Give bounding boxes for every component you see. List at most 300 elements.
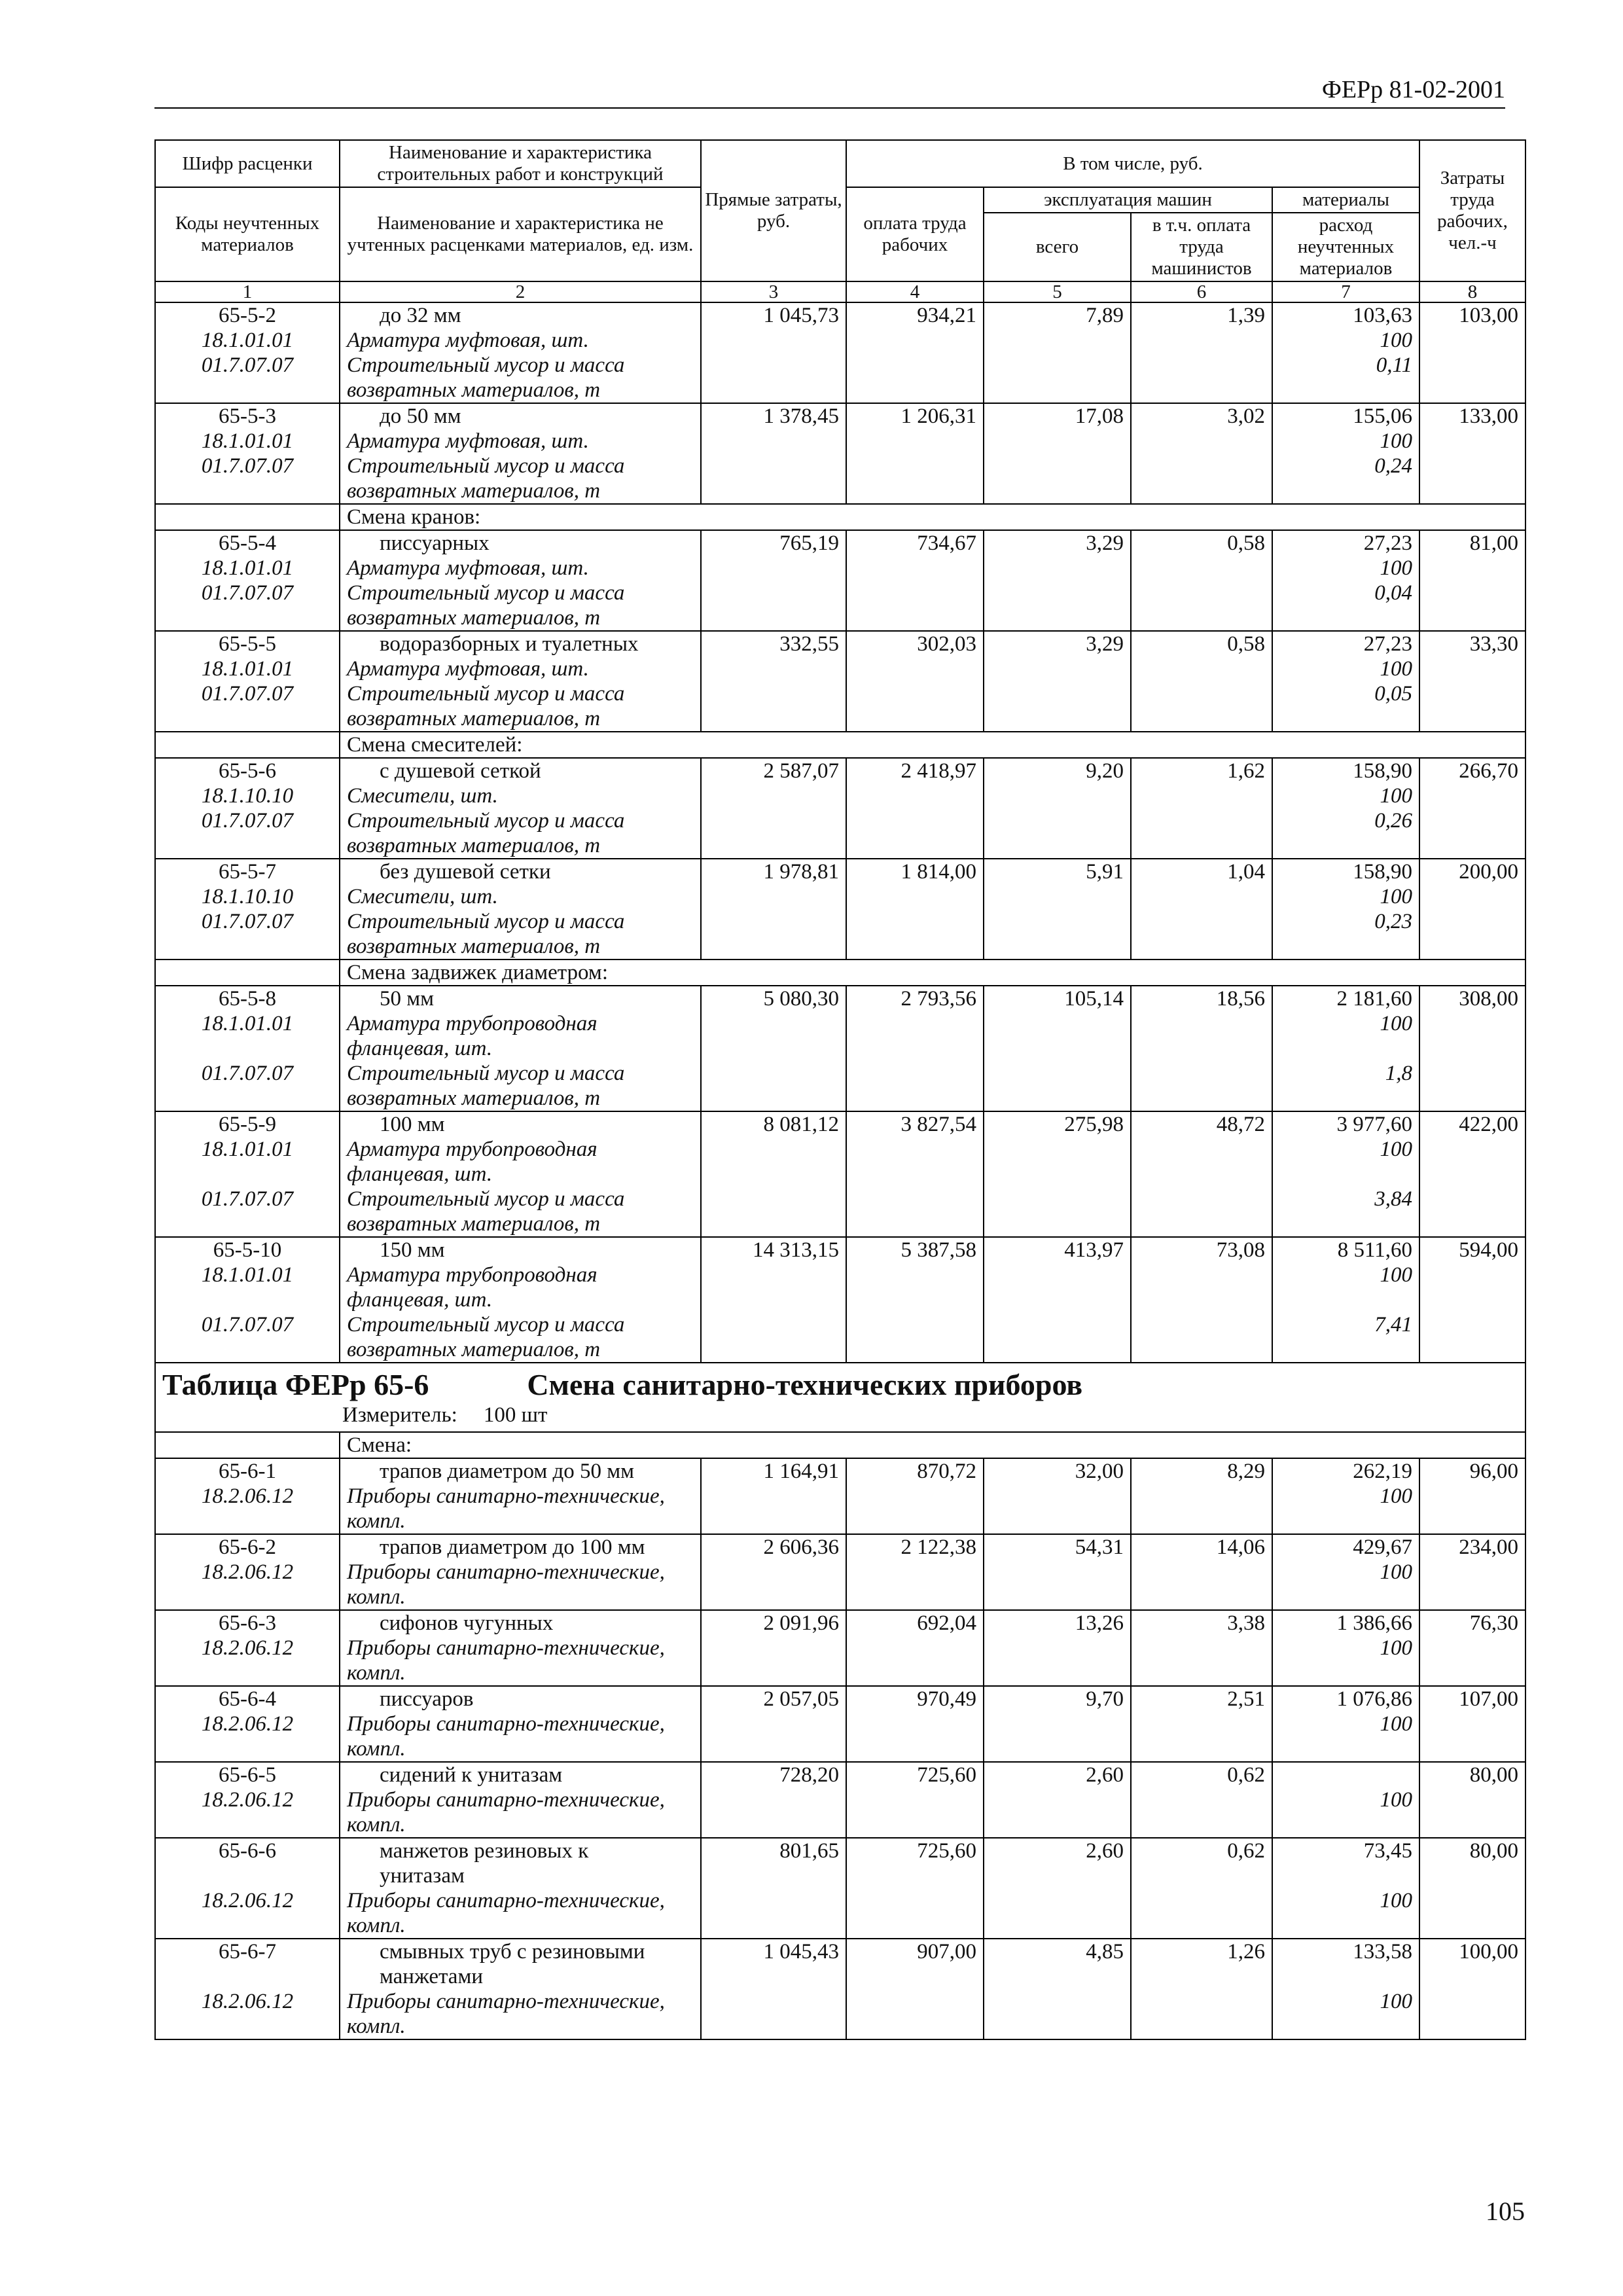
material-name-cont: возвратных материалов, т (340, 1337, 701, 1363)
material-name: Арматура муфтовая, шт. (340, 429, 701, 454)
empty (1131, 1660, 1272, 1686)
labor-hours: 200,00 (1419, 859, 1525, 884)
empty (701, 808, 846, 833)
materials-cost: 27,23 (1272, 530, 1419, 556)
materials-cost: 133,58 (1272, 1939, 1419, 1964)
empty (984, 1187, 1131, 1211)
rate-code: 65-5-6 (155, 758, 340, 783)
empty (984, 706, 1131, 732)
empty (1419, 833, 1525, 859)
empty (846, 1888, 984, 1913)
direct-cost: 728,20 (701, 1762, 846, 1787)
empty (1419, 1712, 1525, 1736)
empty (701, 1211, 846, 1237)
labor-hours: 81,00 (1419, 530, 1525, 556)
empty (1272, 1509, 1419, 1534)
labor-hours: 103,00 (1419, 302, 1525, 328)
empty (155, 2014, 340, 2039)
rate-code: 65-6-6 (155, 1838, 340, 1863)
material-row-cont (155, 1211, 1525, 1237)
material-row-cont (155, 1287, 1525, 1312)
machines-total: 9,20 (984, 758, 1131, 783)
material-qty: 100 (1272, 1787, 1419, 1812)
material-code: 18.1.01.01 (155, 1137, 340, 1162)
material-code: 18.2.06.12 (155, 1888, 340, 1913)
empty (984, 681, 1131, 706)
empty (846, 1989, 984, 2014)
empty (1131, 1211, 1272, 1237)
material-qty: 100 (1272, 1137, 1419, 1162)
material-name-cont: возвратных материалов, т (340, 1211, 701, 1237)
empty (984, 1162, 1131, 1187)
page-number: 105 (1486, 2197, 1525, 2226)
work-name: трапов диаметром до 50 мм (340, 1458, 701, 1484)
material-code: 01.7.07.07 (155, 353, 340, 378)
machines-labor: 73,08 (1131, 1237, 1272, 1263)
empty (1131, 808, 1272, 833)
col-code-top: Шифр расценки (155, 140, 340, 187)
empty (1131, 1863, 1272, 1888)
material-row-cont (155, 605, 1525, 631)
work-name-cont: манжетами (340, 1964, 701, 1989)
empty (155, 478, 340, 504)
machines-labor: 48,72 (1131, 1111, 1272, 1137)
empty (846, 1812, 984, 1838)
empty (984, 1137, 1131, 1162)
material-row (155, 1787, 1525, 1812)
empty (701, 1011, 846, 1036)
direct-cost: 2 587,07 (701, 758, 846, 783)
material-row-cont (155, 934, 1525, 960)
machines-total: 4,85 (984, 1939, 1131, 1964)
empty (846, 1187, 984, 1211)
empty (1272, 1660, 1419, 1686)
empty (701, 1312, 846, 1337)
material-row-cont (155, 833, 1525, 859)
material-code: 18.1.01.01 (155, 1263, 340, 1287)
material-row (155, 1989, 1525, 2014)
empty (1419, 706, 1525, 732)
empty (1419, 1787, 1525, 1812)
material-name: Приборы санитарно-технические, (340, 1484, 701, 1509)
empty (846, 1337, 984, 1363)
work-name: без душевой сетки (340, 859, 701, 884)
empty (701, 1162, 846, 1187)
empty (1131, 681, 1272, 706)
col-machines-total: всего (984, 213, 1131, 281)
material-row (155, 1263, 1525, 1287)
empty (1272, 2014, 1419, 2039)
col-labor-cost: Затраты труда рабочих, чел.-ч (1419, 140, 1525, 281)
material-row-cont (155, 1812, 1525, 1838)
material-qty: 100 (1272, 1263, 1419, 1287)
material-row (155, 454, 1525, 478)
rate-code: 65-5-5 (155, 631, 340, 656)
material-name: Строительный мусор и масса (340, 1312, 701, 1337)
direct-cost: 332,55 (701, 631, 846, 656)
labor-pay: 1 206,31 (846, 403, 984, 429)
empty (846, 556, 984, 581)
material-row (155, 1560, 1525, 1585)
empty (1131, 429, 1272, 454)
empty (1419, 556, 1525, 581)
table-row (155, 986, 1525, 1011)
empty (155, 1509, 340, 1534)
empty (846, 1964, 984, 1989)
col-machines-labor: в т.ч. оплата труда машинистов (1131, 213, 1272, 281)
material-row (155, 783, 1525, 808)
column-number: 7 (1272, 281, 1419, 302)
section-label: Смена смесителей: (340, 732, 1525, 758)
material-name-cont: возвратных материалов, т (340, 605, 701, 631)
rate-code: 65-6-7 (155, 1939, 340, 1964)
empty (1131, 1263, 1272, 1287)
material-name-cont: возвратных материалов, т (340, 833, 701, 859)
empty (1131, 1736, 1272, 1762)
labor-pay: 5 387,58 (846, 1237, 984, 1263)
empty (984, 1211, 1131, 1237)
empty (846, 934, 984, 960)
material-row-cont (155, 478, 1525, 504)
empty (155, 706, 340, 732)
material-name-cont: возвратных материалов, т (340, 706, 701, 732)
materials-cost: 8 511,60 (1272, 1237, 1419, 1263)
material-name: Смесители, шт. (340, 783, 701, 808)
empty (701, 1086, 846, 1111)
empty (846, 884, 984, 909)
labor-hours: 80,00 (1419, 1838, 1525, 1863)
material-qty: 0,24 (1272, 454, 1419, 478)
empty (1419, 1036, 1525, 1061)
material-row-cont (155, 1913, 1525, 1939)
table-row (155, 1610, 1525, 1636)
material-qty: 100 (1272, 1989, 1419, 2014)
empty (701, 783, 846, 808)
table-row (155, 1237, 1525, 1263)
empty (701, 934, 846, 960)
empty (1272, 1162, 1419, 1187)
empty (1419, 1263, 1525, 1287)
empty (701, 1989, 846, 2014)
materials-cost: 73,45 (1272, 1838, 1419, 1863)
material-name: Арматура трубопроводная (340, 1263, 701, 1287)
empty (1131, 934, 1272, 960)
empty (984, 378, 1131, 403)
material-row-cont (155, 1660, 1525, 1686)
empty (155, 1287, 340, 1312)
column-number: 1 (155, 281, 340, 302)
empty (701, 478, 846, 504)
material-code: 18.1.01.01 (155, 1011, 340, 1036)
material-name: Приборы санитарно-технические, (340, 1636, 701, 1660)
table-name: Смена санитарно-технических приборов (527, 1368, 1083, 1401)
empty (155, 1863, 340, 1888)
labor-hours: 422,00 (1419, 1111, 1525, 1137)
empty (1419, 454, 1525, 478)
empty (1419, 1187, 1525, 1211)
material-row-cont (155, 1036, 1525, 1061)
empty (846, 353, 984, 378)
empty (701, 656, 846, 681)
empty (984, 1061, 1131, 1086)
material-name-cont: фланцевая, шт. (340, 1036, 701, 1061)
machines-labor: 3,02 (1131, 403, 1272, 429)
material-qty: 100 (1272, 328, 1419, 353)
empty (984, 1011, 1131, 1036)
empty (1419, 1162, 1525, 1187)
materials-cost: 27,23 (1272, 631, 1419, 656)
material-name-cont: компл. (340, 1585, 701, 1610)
material-qty: 100 (1272, 1011, 1419, 1036)
section-row (155, 504, 1525, 530)
empty (1419, 378, 1525, 403)
work-name: сидений к унитазам (340, 1762, 701, 1787)
empty (984, 1312, 1131, 1337)
empty (1131, 656, 1272, 681)
materials-cost: 158,90 (1272, 859, 1419, 884)
material-name: Приборы санитарно-технические, (340, 1888, 701, 1913)
empty (1131, 605, 1272, 631)
material-row (155, 909, 1525, 934)
empty (846, 1086, 984, 1111)
empty (846, 1787, 984, 1812)
empty (1272, 1913, 1419, 1939)
empty (846, 1484, 984, 1509)
material-name: Арматура муфтовая, шт. (340, 328, 701, 353)
column-number: 4 (846, 281, 984, 302)
material-name: Арматура трубопроводная (340, 1137, 701, 1162)
empty (701, 706, 846, 732)
empty (701, 833, 846, 859)
rate-code: 65-5-7 (155, 859, 340, 884)
column-number: 6 (1131, 281, 1272, 302)
empty (846, 454, 984, 478)
material-row (155, 328, 1525, 353)
empty (984, 1287, 1131, 1312)
column-number: 8 (1419, 281, 1525, 302)
material-qty: 100 (1272, 656, 1419, 681)
materials-cost: 155,06 (1272, 403, 1419, 429)
empty (984, 1712, 1131, 1736)
material-code: 18.2.06.12 (155, 1712, 340, 1736)
material-qty: 100 (1272, 783, 1419, 808)
empty (846, 581, 984, 605)
empty (1131, 2014, 1272, 2039)
empty (984, 1509, 1131, 1534)
material-row-cont (155, 1585, 1525, 1610)
material-code: 01.7.07.07 (155, 681, 340, 706)
materials-cost: 429,67 (1272, 1534, 1419, 1560)
machines-total: 54,31 (984, 1534, 1131, 1560)
empty (1419, 605, 1525, 631)
labor-hours: 266,70 (1419, 758, 1525, 783)
machines-labor: 18,56 (1131, 986, 1272, 1011)
measure-label: Измеритель: (342, 1403, 457, 1427)
empty (701, 353, 846, 378)
empty (1272, 1337, 1419, 1363)
empty (1419, 1989, 1525, 2014)
empty (1131, 1888, 1272, 1913)
material-code: 01.7.07.07 (155, 1061, 340, 1086)
empty (1272, 1211, 1419, 1237)
empty (984, 454, 1131, 478)
labor-pay: 725,60 (846, 1838, 984, 1863)
labor-pay: 970,49 (846, 1686, 984, 1712)
empty (701, 1337, 846, 1363)
empty (701, 1636, 846, 1660)
empty (846, 378, 984, 403)
table-row-cont (155, 1964, 1525, 1989)
empty (1131, 328, 1272, 353)
empty (984, 1812, 1131, 1838)
table-row (155, 1534, 1525, 1560)
direct-cost: 5 080,30 (701, 986, 846, 1011)
col-name-top: Наименование и характеристика строительных работ и конструкций (340, 140, 701, 187)
col-labor-pay: оплата труда рабочих (846, 187, 984, 281)
machines-labor: 0,62 (1131, 1762, 1272, 1787)
material-row (155, 1484, 1525, 1509)
col-direct: Прямые затраты, руб. (701, 140, 846, 281)
empty (1419, 1812, 1525, 1838)
empty (984, 934, 1131, 960)
materials-cost (1272, 1762, 1419, 1787)
work-name: писсуарных (340, 530, 701, 556)
material-name-cont: возвратных материалов, т (340, 478, 701, 504)
empty (846, 656, 984, 681)
direct-cost: 2 057,05 (701, 1686, 846, 1712)
rate-code: 65-6-1 (155, 1458, 340, 1484)
empty (846, 1560, 984, 1585)
work-name: водоразборных и туалетных (340, 631, 701, 656)
material-row-cont (155, 1162, 1525, 1187)
empty (701, 1913, 846, 1939)
empty (1131, 1011, 1272, 1036)
material-code: 18.2.06.12 (155, 1484, 340, 1509)
empty (155, 1660, 340, 1686)
empty (1272, 1736, 1419, 1762)
empty (1131, 378, 1272, 403)
document-code: ФЕРр 81-02-2001 (1321, 76, 1505, 103)
empty (984, 783, 1131, 808)
empty (1131, 833, 1272, 859)
empty (1419, 934, 1525, 960)
labor-hours: 594,00 (1419, 1237, 1525, 1263)
empty (1272, 1585, 1419, 1610)
labor-pay: 2 793,56 (846, 986, 984, 1011)
empty (701, 1812, 846, 1838)
empty (1131, 909, 1272, 934)
rate-code: 65-5-10 (155, 1237, 340, 1263)
material-qty: 100 (1272, 1712, 1419, 1736)
empty (155, 1913, 340, 1939)
labor-hours: 133,00 (1419, 403, 1525, 429)
empty (1131, 783, 1272, 808)
material-qty: 100 (1272, 1888, 1419, 1913)
material-row (155, 581, 1525, 605)
empty (1131, 1162, 1272, 1187)
empty (1131, 1137, 1272, 1162)
labor-pay: 302,03 (846, 631, 984, 656)
material-qty: 100 (1272, 556, 1419, 581)
empty (846, 1736, 984, 1762)
empty (1272, 1863, 1419, 1888)
empty (1131, 1036, 1272, 1061)
empty (155, 1337, 340, 1363)
empty (155, 1036, 340, 1061)
materials-cost: 3 977,60 (1272, 1111, 1419, 1137)
labor-pay: 3 827,54 (846, 1111, 984, 1137)
machines-total: 5,91 (984, 859, 1131, 884)
empty (846, 909, 984, 934)
empty (1419, 1964, 1525, 1989)
empty (1419, 1660, 1525, 1686)
material-qty: 7,41 (1272, 1312, 1419, 1337)
empty (1272, 706, 1419, 732)
section-spacer (155, 732, 340, 758)
material-name: Приборы санитарно-технические, (340, 1787, 701, 1812)
empty (846, 706, 984, 732)
material-name: Арматура трубопроводная (340, 1011, 701, 1036)
empty (846, 1211, 984, 1237)
material-row (155, 556, 1525, 581)
labor-pay: 907,00 (846, 1939, 984, 1964)
empty (155, 1964, 340, 1989)
empty (155, 1585, 340, 1610)
empty (155, 1736, 340, 1762)
material-row-cont (155, 706, 1525, 732)
empty (984, 1636, 1131, 1660)
table-row (155, 403, 1525, 429)
empty (1131, 1989, 1272, 2014)
empty (155, 1211, 340, 1237)
table-row (155, 758, 1525, 783)
price-table (154, 139, 1526, 2040)
empty (1131, 1509, 1272, 1534)
work-name: до 50 мм (340, 403, 701, 429)
material-name: Строительный мусор и масса (340, 681, 701, 706)
material-row (155, 1312, 1525, 1337)
labor-pay: 692,04 (846, 1610, 984, 1636)
empty (984, 1086, 1131, 1111)
material-qty: 3,84 (1272, 1187, 1419, 1211)
empty (701, 1509, 846, 1534)
empty (984, 1888, 1131, 1913)
direct-cost: 1 045,43 (701, 1939, 846, 1964)
empty (1272, 478, 1419, 504)
empty (984, 1863, 1131, 1888)
empty (701, 429, 846, 454)
material-name-cont: компл. (340, 1812, 701, 1838)
empty (846, 1287, 984, 1312)
material-row (155, 1187, 1525, 1211)
machines-total: 2,60 (984, 1762, 1131, 1787)
empty (1419, 1312, 1525, 1337)
material-code: 18.2.06.12 (155, 1989, 340, 2014)
materials-cost: 1 386,66 (1272, 1610, 1419, 1636)
empty (701, 2014, 846, 2039)
material-code: 18.1.10.10 (155, 884, 340, 909)
empty (1419, 478, 1525, 504)
section-label: Смена: (340, 1432, 1525, 1458)
empty (1272, 605, 1419, 631)
table-row (155, 1939, 1525, 1964)
empty (1419, 1484, 1525, 1509)
table-row (155, 859, 1525, 884)
material-name-cont: фланцевая, шт. (340, 1162, 701, 1187)
material-row-cont (155, 2014, 1525, 2039)
empty (701, 556, 846, 581)
empty (1419, 1509, 1525, 1534)
